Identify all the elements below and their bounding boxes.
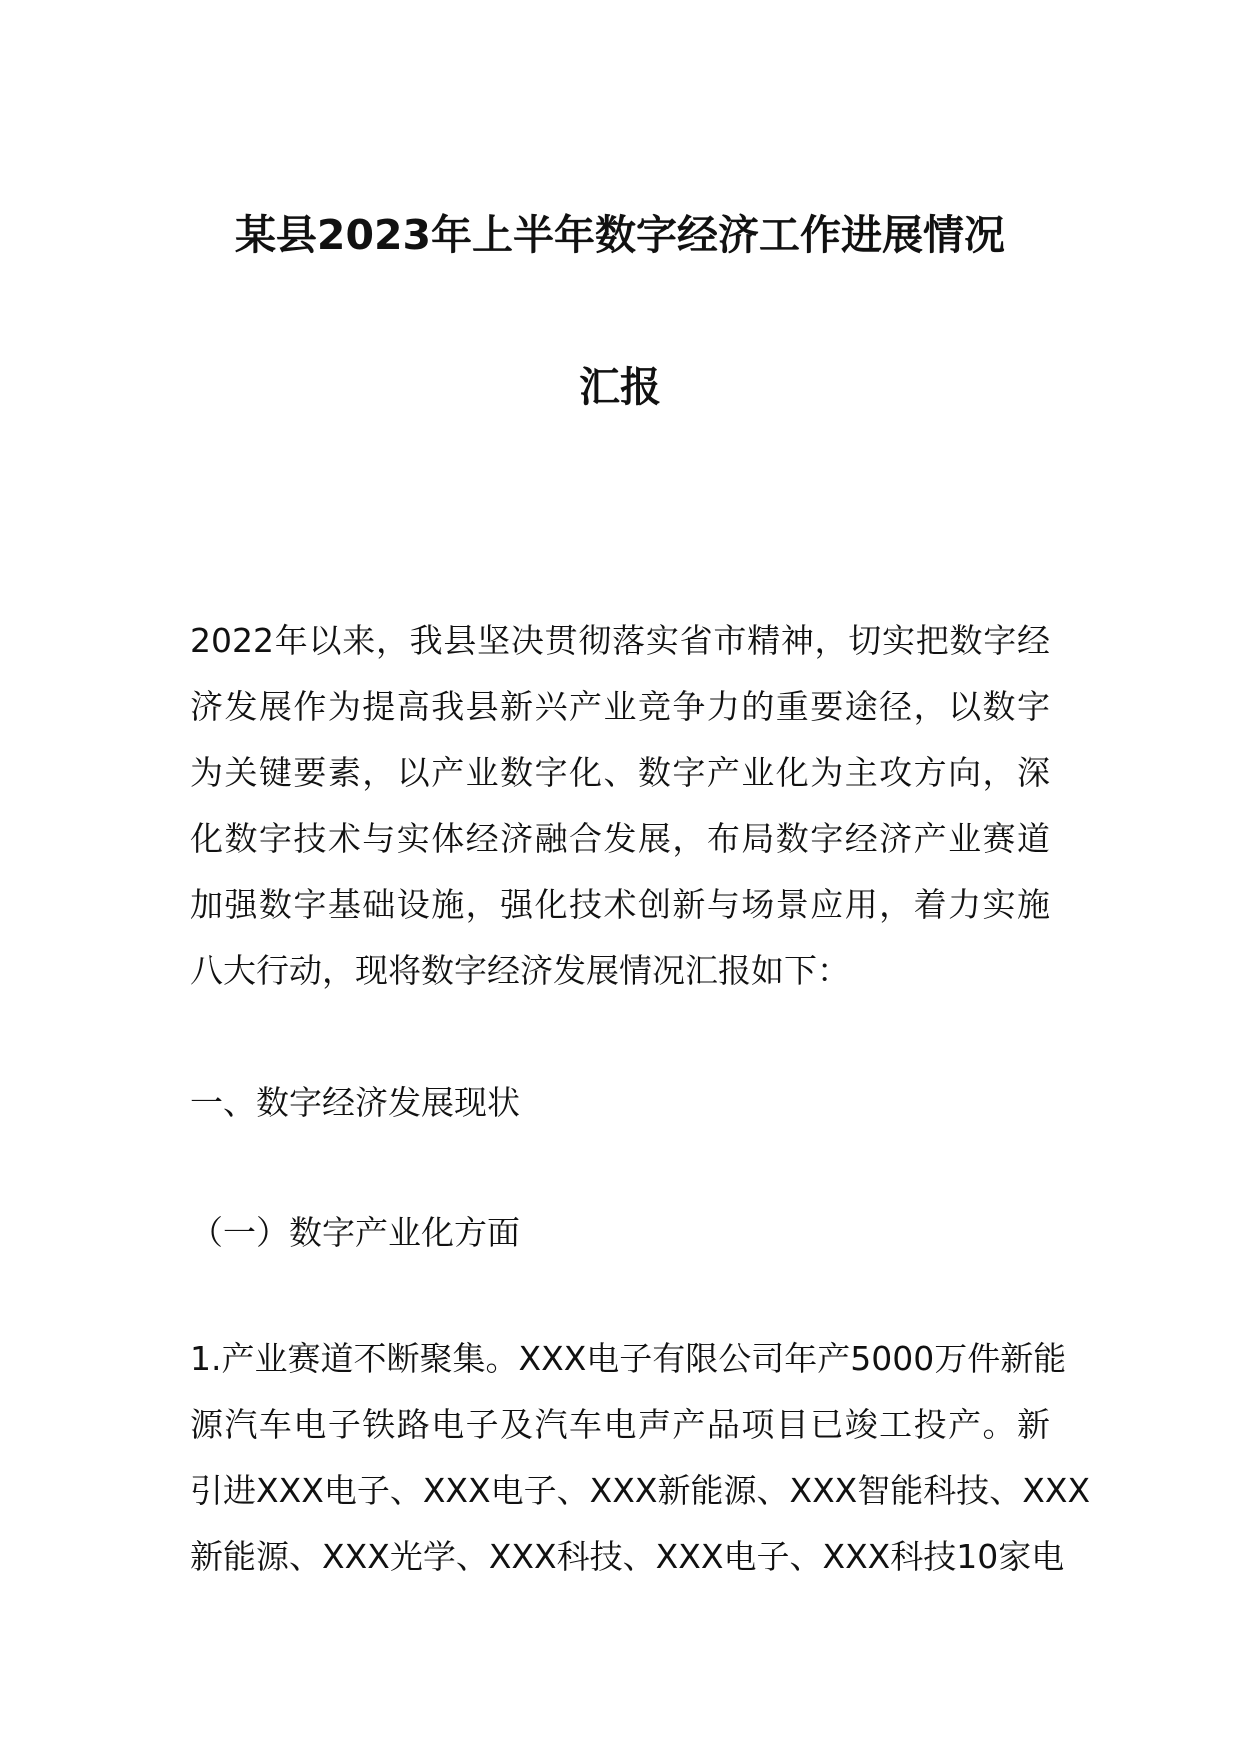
intro-line: 加强数字基础设施，强化技术创新与场景应用，着力实施: [190, 885, 1050, 924]
intro-line: 为关键要素，以产业数字化、数字产业化为主攻方向，深: [190, 753, 1050, 792]
section-heading-text: 一、数字经济发展现状: [190, 1083, 520, 1122]
subsection-heading-text: （一）数字产业化方面: [190, 1213, 520, 1252]
document-title-line-2: 汇报: [579, 363, 661, 411]
paragraph-line: 引进XXX电子、XXX电子、XXX新能源、XXX智能科技、XXX: [190, 1471, 1091, 1510]
intro-line: 化数字技术与实体经济融合发展，布局数字经济产业赛道: [190, 819, 1050, 858]
section-heading: [190, 1070, 1050, 1136]
paragraph-line: 新能源、XXX光学、XXX科技、XXX电子、XXX科技10家电: [190, 1537, 1065, 1576]
intro-line: 2022年以来，我县坚决贯彻落实省市精神，切实把数字经: [190, 621, 1050, 660]
body-paragraph: [190, 1326, 1091, 1590]
intro-line: 八大行动，现将数字经济发展情况汇报如下：: [190, 951, 850, 990]
intro-paragraph: [190, 608, 1050, 1004]
paragraph-line: 源汽车电子铁路电子及汽车电声产品项目已竣工投产。新: [190, 1405, 1050, 1444]
subsection-heading: [190, 1200, 1050, 1266]
paragraph-line: 1.产业赛道不断聚集。XXX电子有限公司年产5000万件新能: [190, 1339, 1067, 1378]
document-title-line-1: 某县2023年上半年数字经济工作进展情况: [234, 211, 1006, 259]
intro-line: 济发展作为提高我县新兴产业竞争力的重要途径，以数字: [190, 687, 1050, 726]
